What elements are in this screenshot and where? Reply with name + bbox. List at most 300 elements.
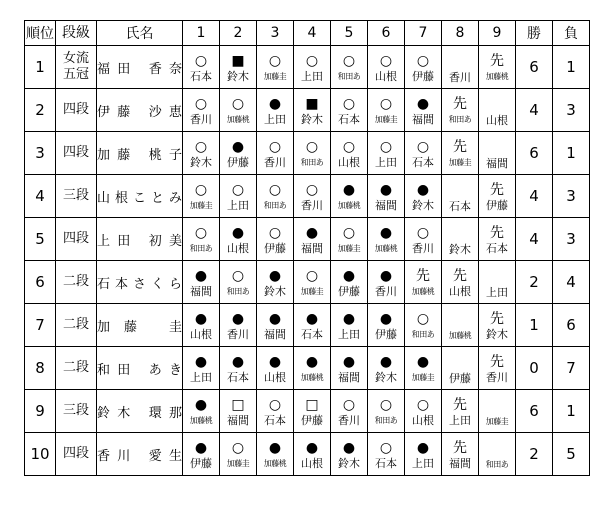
- result-mark: 先: [453, 138, 467, 155]
- result-mark: ●: [342, 353, 356, 370]
- result-mark: 先: [453, 439, 467, 456]
- game-result: [257, 391, 293, 432]
- game-result: [220, 305, 256, 346]
- game-cell: [479, 304, 516, 347]
- opponent-name: 伊藤: [338, 284, 360, 298]
- game-result: [294, 176, 330, 217]
- game-cell: [294, 218, 331, 261]
- opponent-name: 石本: [227, 370, 249, 384]
- opponent-name: 石本: [301, 327, 323, 341]
- result-mark: ○: [379, 52, 393, 69]
- game-cell: [257, 175, 294, 218]
- dan-cell: 四段: [56, 89, 97, 132]
- game-result: [368, 47, 404, 88]
- result-mark: ○: [416, 396, 430, 413]
- opponent-name: 伊藤: [449, 371, 471, 385]
- header-game-8: 8: [442, 21, 479, 46]
- game-cell: [405, 132, 442, 175]
- game-result: [331, 348, 367, 389]
- game-result: [183, 348, 219, 389]
- losses-cell: 3: [553, 218, 590, 261]
- result-mark: ○: [231, 439, 245, 456]
- opponent-name: 上田: [412, 456, 434, 470]
- game-result: [257, 133, 293, 174]
- game-cell: [183, 175, 220, 218]
- game-result: [442, 305, 478, 346]
- result-mark: ■: [231, 52, 245, 69]
- table-row: [25, 347, 590, 390]
- game-result: [479, 391, 515, 432]
- game-cell: [294, 89, 331, 132]
- result-mark: ○: [379, 396, 393, 413]
- opponent-name: 鈴木: [190, 155, 212, 169]
- result-mark: ○: [194, 95, 208, 112]
- result-mark: ○: [194, 224, 208, 241]
- opponent-name: 伊藤: [412, 69, 434, 83]
- result-mark: ○: [379, 439, 393, 456]
- dan-cell: 四段: [56, 218, 97, 261]
- game-cell: [183, 89, 220, 132]
- opponent-name: 和田あ: [189, 243, 213, 253]
- game-result: [294, 305, 330, 346]
- result-mark: ○: [231, 267, 245, 284]
- game-cell: [183, 433, 220, 476]
- opponent-name: 鈴木: [412, 198, 434, 212]
- opponent-name: 上田: [264, 112, 286, 126]
- game-result: [442, 391, 478, 432]
- game-cell: [220, 433, 257, 476]
- losses-cell: 1: [553, 46, 590, 89]
- game-cell: [442, 132, 479, 175]
- game-cell: [257, 89, 294, 132]
- header-game-6: 6: [368, 21, 405, 46]
- game-result: [183, 391, 219, 432]
- opponent-name: 加藤圭: [448, 157, 472, 167]
- opponent-name: 伊藤: [486, 198, 508, 212]
- game-cell: [220, 347, 257, 390]
- game-cell: [368, 89, 405, 132]
- player-name-cell: 上田 初美: [97, 218, 183, 261]
- result-mark: ●: [231, 224, 245, 241]
- game-result: [405, 47, 441, 88]
- opponent-name: 伊藤: [375, 327, 397, 341]
- rank-cell: 4: [25, 175, 56, 218]
- opponent-name: 加藤桃: [337, 200, 361, 210]
- game-cell: [479, 89, 516, 132]
- opponent-name: 上田: [338, 327, 360, 341]
- opponent-name: 伊藤: [264, 241, 286, 255]
- game-result: [405, 348, 441, 389]
- opponent-name: 鈴木: [264, 284, 286, 298]
- game-result: [368, 434, 404, 475]
- game-result: [183, 305, 219, 346]
- opponent-name: 加藤桃: [263, 458, 287, 468]
- opponent-name: 福間: [412, 112, 434, 126]
- game-result: [220, 133, 256, 174]
- game-cell: [368, 218, 405, 261]
- opponent-name: 加藤桃: [448, 330, 472, 340]
- game-cell: [294, 132, 331, 175]
- opponent-name: 香川: [449, 70, 471, 84]
- game-result: [442, 434, 478, 475]
- game-cell: [183, 390, 220, 433]
- wins-cell: 4: [516, 218, 553, 261]
- wins-cell: 4: [516, 175, 553, 218]
- opponent-name: 鈴木: [338, 456, 360, 470]
- opponent-name: 加藤圭: [300, 286, 324, 296]
- dan-cell: 二段: [56, 261, 97, 304]
- result-mark: 先: [490, 52, 504, 69]
- game-result: [331, 391, 367, 432]
- opponent-name: 加藤桃: [374, 243, 398, 253]
- header-game-3: 3: [257, 21, 294, 46]
- game-cell: [405, 433, 442, 476]
- game-cell: [405, 46, 442, 89]
- game-result: [257, 47, 293, 88]
- game-cell: [368, 175, 405, 218]
- game-result: [368, 90, 404, 131]
- game-result: [368, 262, 404, 303]
- header-game-4: 4: [294, 21, 331, 46]
- game-result: [183, 262, 219, 303]
- opponent-name: 和田あ: [374, 415, 398, 425]
- opponent-name: 加藤圭: [263, 71, 287, 81]
- rank-cell: 5: [25, 218, 56, 261]
- player-name-cell: 山根ことみ: [97, 175, 183, 218]
- table-row: [25, 132, 590, 175]
- result-mark: ○: [231, 181, 245, 198]
- game-result: [479, 219, 515, 260]
- game-cell: [183, 46, 220, 89]
- opponent-name: 加藤桃: [226, 114, 250, 124]
- header-dan: 段級: [56, 21, 97, 46]
- losses-cell: 1: [553, 132, 590, 175]
- game-cell: [331, 132, 368, 175]
- result-mark: ●: [231, 353, 245, 370]
- opponent-name: 和田あ: [337, 71, 361, 81]
- result-mark: ●: [268, 353, 282, 370]
- game-cell: [220, 46, 257, 89]
- player-name-cell: 鈴木 環那: [97, 390, 183, 433]
- opponent-name: 加藤圭: [226, 458, 250, 468]
- game-cell: [405, 89, 442, 132]
- player-name-cell: 香川 愛生: [97, 433, 183, 476]
- game-cell: [183, 218, 220, 261]
- losses-cell: 4: [553, 261, 590, 304]
- opponent-name: 山根: [338, 155, 360, 169]
- header-row: [25, 21, 590, 46]
- player-name-cell: 福田 香奈: [97, 46, 183, 89]
- game-result: [294, 348, 330, 389]
- opponent-name: 山根: [412, 413, 434, 427]
- game-result: [220, 47, 256, 88]
- game-cell: [331, 261, 368, 304]
- result-mark: ○: [416, 52, 430, 69]
- opponent-name: 加藤圭: [485, 416, 509, 426]
- game-cell: [220, 175, 257, 218]
- result-mark: □: [305, 396, 319, 413]
- game-result: [294, 90, 330, 131]
- game-cell: [220, 132, 257, 175]
- game-cell: [257, 261, 294, 304]
- opponent-name: 上田: [301, 69, 323, 83]
- opponent-name: 山根: [227, 241, 249, 255]
- opponent-name: 山根: [264, 370, 286, 384]
- result-mark: ●: [379, 181, 393, 198]
- opponent-name: 和田あ: [411, 329, 435, 339]
- result-mark: ●: [194, 396, 208, 413]
- opponent-name: 和田あ: [448, 114, 472, 124]
- player-name-cell: 加藤 桃子: [97, 132, 183, 175]
- game-result: [183, 90, 219, 131]
- rank-cell: 8: [25, 347, 56, 390]
- game-result: [257, 305, 293, 346]
- game-cell: [368, 46, 405, 89]
- dan-cell: 二段: [56, 304, 97, 347]
- game-cell: [405, 261, 442, 304]
- game-result: [405, 262, 441, 303]
- game-result: [257, 90, 293, 131]
- game-cell: [294, 304, 331, 347]
- rank-cell: 9: [25, 390, 56, 433]
- opponent-name: 香川: [338, 413, 360, 427]
- opponent-name: 香川: [190, 112, 212, 126]
- opponent-name: 石本: [412, 155, 434, 169]
- game-cell: [442, 433, 479, 476]
- rank-cell: 7: [25, 304, 56, 347]
- opponent-name: 鈴木: [486, 327, 508, 341]
- game-result: [257, 434, 293, 475]
- game-result: [442, 176, 478, 217]
- result-mark: ●: [379, 224, 393, 241]
- game-result: [368, 219, 404, 260]
- wins-cell: 4: [516, 89, 553, 132]
- losses-cell: 5: [553, 433, 590, 476]
- game-cell: [331, 218, 368, 261]
- game-cell: [442, 46, 479, 89]
- opponent-name: 香川: [486, 370, 508, 384]
- table-row: [25, 304, 590, 347]
- result-mark: ●: [416, 353, 430, 370]
- game-result: [479, 434, 515, 475]
- player-name-cell: 加藤 圭: [97, 304, 183, 347]
- opponent-name: 香川: [301, 198, 323, 212]
- game-cell: [331, 347, 368, 390]
- opponent-name: 加藤桃: [411, 286, 435, 296]
- game-result: [183, 434, 219, 475]
- game-result: [405, 176, 441, 217]
- league-table: [24, 20, 590, 476]
- game-cell: [442, 261, 479, 304]
- header-wins: 勝: [516, 21, 553, 46]
- game-cell: [220, 261, 257, 304]
- rank-cell: 10: [25, 433, 56, 476]
- game-result: [331, 305, 367, 346]
- result-mark: ○: [194, 52, 208, 69]
- result-mark: ○: [379, 138, 393, 155]
- dan-cell: 四段: [56, 132, 97, 175]
- dan-cell: 四段: [56, 433, 97, 476]
- opponent-name: 石本: [264, 413, 286, 427]
- opponent-name: 加藤桃: [300, 372, 324, 382]
- game-cell: [331, 304, 368, 347]
- result-mark: ○: [268, 224, 282, 241]
- opponent-name: 石本: [338, 112, 360, 126]
- dan-cell: 三段: [56, 390, 97, 433]
- game-cell: [220, 89, 257, 132]
- game-cell: [294, 390, 331, 433]
- header-rank: 順位: [25, 21, 56, 46]
- game-cell: [220, 390, 257, 433]
- game-cell: [405, 218, 442, 261]
- game-result: [294, 133, 330, 174]
- opponent-name: 加藤桃: [485, 71, 509, 81]
- rank-cell: 3: [25, 132, 56, 175]
- game-result: [405, 133, 441, 174]
- result-mark: ●: [342, 310, 356, 327]
- opponent-name: 和田あ: [226, 286, 250, 296]
- opponent-name: 和田あ: [263, 200, 287, 210]
- game-result: [220, 434, 256, 475]
- result-mark: ○: [379, 95, 393, 112]
- result-mark: ○: [342, 95, 356, 112]
- game-result: [479, 262, 515, 303]
- game-cell: [368, 304, 405, 347]
- dan-cell: 二段: [56, 347, 97, 390]
- game-cell: [294, 347, 331, 390]
- opponent-name: 香川: [412, 241, 434, 255]
- result-mark: ●: [342, 267, 356, 284]
- game-cell: [257, 218, 294, 261]
- opponent-name: 福間: [227, 413, 249, 427]
- game-result: [368, 133, 404, 174]
- game-cell: [183, 132, 220, 175]
- opponent-name: 上田: [486, 285, 508, 299]
- opponent-name: 鈴木: [301, 112, 323, 126]
- game-cell: [442, 175, 479, 218]
- result-mark: ○: [342, 52, 356, 69]
- table-row: [25, 89, 590, 132]
- player-name-cell: 石本さくら: [97, 261, 183, 304]
- opponent-name: 上田: [190, 370, 212, 384]
- result-mark: 先: [453, 396, 467, 413]
- result-mark: □: [231, 396, 245, 413]
- game-cell: [442, 390, 479, 433]
- game-result: [220, 176, 256, 217]
- game-cell: [368, 347, 405, 390]
- opponent-name: 加藤圭: [189, 200, 213, 210]
- losses-cell: 3: [553, 89, 590, 132]
- game-result: [220, 262, 256, 303]
- result-mark: 先: [490, 181, 504, 198]
- opponent-name: 伊藤: [301, 413, 323, 427]
- game-result: [183, 47, 219, 88]
- opponent-name: 和田あ: [300, 157, 324, 167]
- opponent-name: 山根: [301, 456, 323, 470]
- game-result: [220, 219, 256, 260]
- game-cell: [442, 89, 479, 132]
- game-result: [331, 434, 367, 475]
- game-cell: [331, 46, 368, 89]
- game-result: [368, 391, 404, 432]
- result-mark: ○: [416, 310, 430, 327]
- opponent-name: 福間: [264, 327, 286, 341]
- game-cell: [257, 304, 294, 347]
- game-cell: [479, 218, 516, 261]
- result-mark: ●: [379, 310, 393, 327]
- game-cell: [479, 433, 516, 476]
- header-game-2: 2: [220, 21, 257, 46]
- table-body: [25, 46, 590, 476]
- game-cell: [368, 433, 405, 476]
- game-result: [183, 133, 219, 174]
- result-mark: ●: [268, 310, 282, 327]
- game-result: [405, 305, 441, 346]
- table-row: [25, 433, 590, 476]
- game-cell: [442, 218, 479, 261]
- game-cell: [183, 347, 220, 390]
- losses-cell: 1: [553, 390, 590, 433]
- result-mark: ●: [305, 353, 319, 370]
- table-row: [25, 390, 590, 433]
- table-row: [25, 175, 590, 218]
- game-cell: [294, 433, 331, 476]
- game-cell: [331, 175, 368, 218]
- result-mark: ●: [194, 353, 208, 370]
- losses-cell: 3: [553, 175, 590, 218]
- opponent-name: 香川: [227, 327, 249, 341]
- game-cell: [257, 46, 294, 89]
- result-mark: ○: [194, 181, 208, 198]
- game-result: [294, 434, 330, 475]
- game-result: [368, 305, 404, 346]
- game-result: [220, 90, 256, 131]
- header-game-9: 9: [479, 21, 516, 46]
- game-result: [257, 262, 293, 303]
- result-mark: 先: [490, 224, 504, 241]
- result-mark: ○: [305, 267, 319, 284]
- opponent-name: 福間: [486, 156, 508, 170]
- opponent-name: 福間: [190, 284, 212, 298]
- game-result: [368, 348, 404, 389]
- result-mark: ●: [231, 138, 245, 155]
- game-result: [442, 133, 478, 174]
- result-mark: ●: [231, 310, 245, 327]
- game-result: [405, 391, 441, 432]
- game-cell: [405, 347, 442, 390]
- result-mark: ●: [342, 181, 356, 198]
- table-row: [25, 218, 590, 261]
- game-cell: [479, 175, 516, 218]
- result-mark: ●: [194, 267, 208, 284]
- table-row: [25, 261, 590, 304]
- header-game-1: 1: [183, 21, 220, 46]
- dan-cell: [56, 46, 97, 89]
- dan-cell: 三段: [56, 175, 97, 218]
- result-mark: ●: [379, 267, 393, 284]
- game-result: [220, 391, 256, 432]
- game-cell: [479, 347, 516, 390]
- game-result: [183, 219, 219, 260]
- result-mark: 先: [490, 310, 504, 327]
- opponent-name: 鈴木: [449, 242, 471, 256]
- result-mark: ●: [305, 439, 319, 456]
- result-mark: 先: [490, 353, 504, 370]
- player-name-cell: 和田 あき: [97, 347, 183, 390]
- game-cell: [479, 46, 516, 89]
- game-result: [257, 348, 293, 389]
- opponent-name: 鈴木: [227, 69, 249, 83]
